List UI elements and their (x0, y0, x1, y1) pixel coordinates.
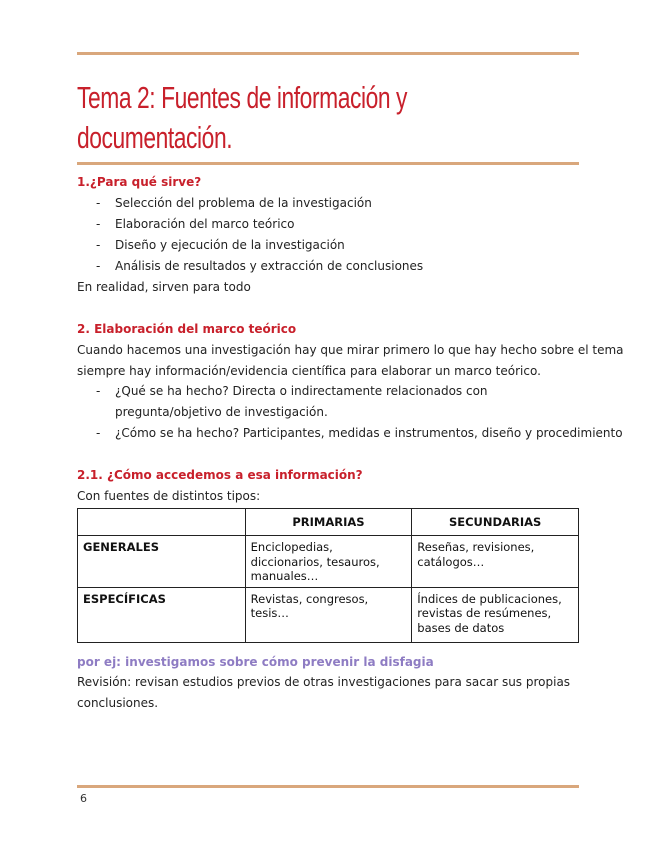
sources-table (77, 508, 579, 643)
dash-bullet: - (96, 426, 101, 440)
table-cell: Revistas, congresos, tesis… (245, 587, 412, 642)
top-rule (77, 52, 579, 55)
table-header-cell: PRIMARIAS (245, 509, 412, 536)
footer-rule (77, 785, 579, 788)
table-header-cell (78, 509, 246, 536)
table-header-cell: SECUNDARIAS (412, 509, 579, 536)
table-cell: Enciclopedias, diccionarios, tesauros, manuales… (245, 536, 412, 588)
section-2-heading: 2. Elaboración del marco teórico (77, 322, 297, 336)
section-2-1-intro: Con fuentes de distintos tipos: (77, 489, 261, 503)
table-row-header: ESPECÍFICAS (78, 587, 246, 642)
section-2-1-heading: 2.1. ¿Cómo accedemos a esa información? (77, 468, 363, 482)
page-title (77, 78, 445, 158)
page-number: 6 (80, 792, 87, 805)
table-cell: Índices de publicaciones, revistas de resúmenes, bases de datos (412, 587, 579, 642)
dash-bullet: - (96, 259, 101, 273)
section-1-note: En realidad, sirven para todo (77, 280, 251, 294)
section-2-paragraph-line-2: siempre hay información/evidencia científica para elaborar un marco teórico. (77, 364, 541, 378)
dash-bullet: - (96, 217, 101, 231)
table-cell: Reseñas, revisiones, catálogos… (412, 536, 579, 588)
page-title-line-2: documentación. (77, 120, 233, 155)
section-2-paragraph-line-1: Cuando hacemos una investigación hay que mirar primero lo que hay hecho sobre el tema (77, 343, 624, 357)
dash-bullet: - (96, 238, 101, 252)
dash-bullet: - (96, 196, 101, 210)
dash-bullet: - (96, 384, 101, 398)
page-title-line-1: Tema 2: Fuentes de información y (77, 80, 407, 115)
example-line-2: conclusiones. (77, 696, 159, 710)
table-row-header: GENERALES (78, 536, 246, 588)
section-1-heading: 1.¿Para qué sirve? (77, 175, 202, 189)
table-row (78, 587, 579, 642)
example-line-1: Revisión: revisan estudios previos de otras investigaciones para sacar sus propias (77, 675, 571, 689)
table-row (78, 536, 579, 588)
example-heading: por ej: investigamos sobre cómo prevenir la disfagia (77, 655, 434, 669)
title-rule (77, 162, 579, 165)
table-header-row (78, 509, 579, 536)
